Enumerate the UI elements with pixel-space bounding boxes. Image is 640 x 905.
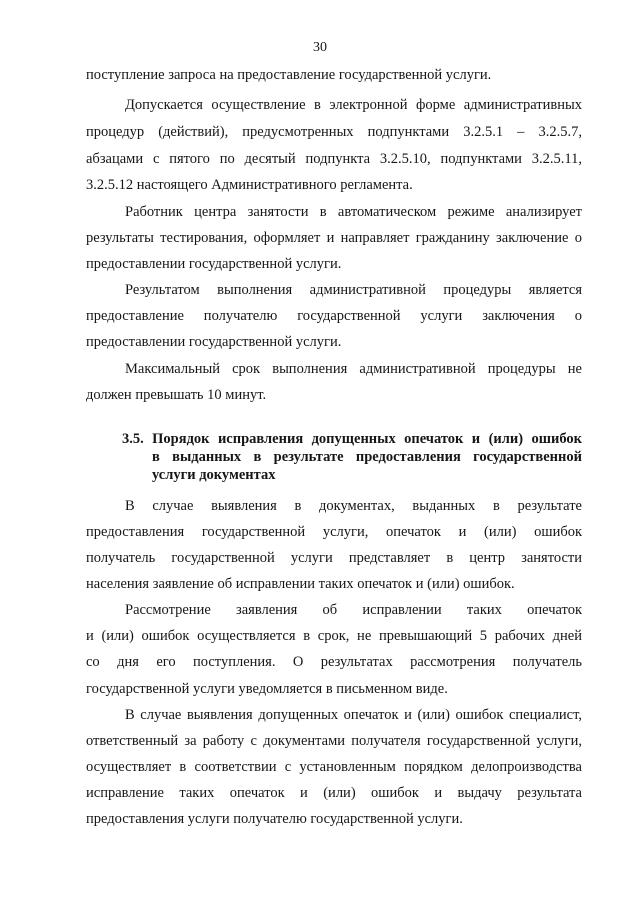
text-line: государственной услуги уведомляется в письменном виде. <box>86 681 448 697</box>
text-line: ответственный за работу с документами получателя государственной услуги, <box>86 733 582 749</box>
heading-line: услуги документах <box>152 467 276 483</box>
heading-line: 3.5. Порядок исправления допущенных опечаток и (или) ошибок <box>122 431 582 447</box>
text-line: Результатом выполнения административной процедуры является <box>125 282 582 298</box>
text-line: предоставления услуги получателю государственной услуги. <box>86 811 463 827</box>
text-line: предоставлении государственной услуги. <box>86 334 342 350</box>
text-line: предоставление получателю государственной услуги заключения о <box>86 308 582 324</box>
text-line: процедур (действий), предусмотренных подпунктами 3.2.5.1 – 3.2.5.7, <box>86 124 582 140</box>
text-line: результаты тестирования, оформляет и направляет гражданину заключение о <box>86 230 582 246</box>
text-line: должен превышать 10 минут. <box>86 387 267 403</box>
text-line: В случае выявления в документах, выданных в результате <box>125 498 582 514</box>
text-line: Допускается осуществление в электронной форме административных <box>125 97 582 113</box>
heading-line: в выданных в результате предоставления государственной <box>152 449 582 465</box>
text-line: Максимальный срок выполнения административной процедуры не <box>125 361 582 377</box>
text-line: абзацами с пятого по десятый подпункта 3.2.5.10, подпунктами 3.2.5.11, <box>86 151 582 167</box>
text-line: поступление запроса на предоставление государственной услуги. <box>86 67 492 83</box>
text-line: осуществляет в соответствии с установленным порядком делопроизводства <box>86 759 582 775</box>
text-line: предоставлении государственной услуги. <box>86 256 342 272</box>
text-line: со дня его поступления. О результатах рассмотрения получатель <box>86 654 582 670</box>
text-line: предоставления государственной услуги, опечаток и (или) ошибок <box>86 524 582 540</box>
text-line: исправление таких опечаток и (или) ошибок и выдачу результата <box>86 785 582 801</box>
text-line: Работник центра занятости в автоматическом режиме анализирует <box>125 204 582 220</box>
page-number: 30 <box>313 40 327 55</box>
text-line: Рассмотрение заявления об исправлении таких опечаток <box>125 602 582 618</box>
text-line: получатель государственной услуги представляет в центр занятости <box>86 550 582 566</box>
text-line: В случае выявления допущенных опечаток и (или) ошибок специалист, <box>125 707 582 723</box>
text-line: населения заявление об исправлении таких опечаток и (или) ошибок. <box>86 576 515 592</box>
text-line: и (или) ошибок осуществляется в срок, не превышающий 5 рабочих дней <box>86 628 582 644</box>
text-line: 3.2.5.12 настоящего Административного регламента. <box>86 177 413 193</box>
